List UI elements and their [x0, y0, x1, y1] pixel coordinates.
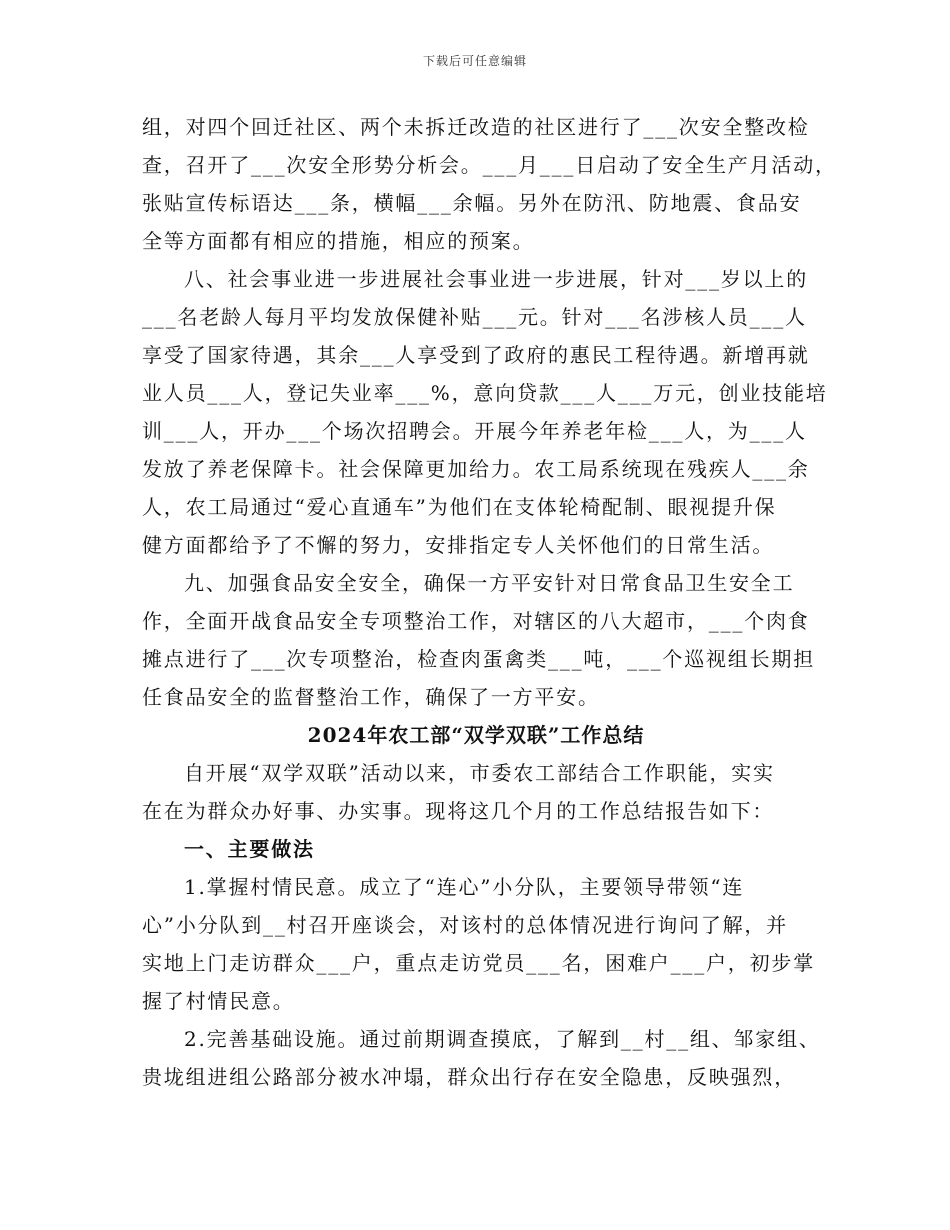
subsection-heading: 一、主要做法: [184, 837, 315, 861]
body-line: 张贴宣传标语达___条，横幅___余幅。另外在防汛、防地震、食品安: [142, 191, 802, 215]
header-note: 下载后可任意编辑: [422, 54, 527, 68]
body-line: 业人员___人，登记失业率___%，意向贷款___人___万元，创业技能培: [142, 381, 828, 405]
body-line: 八、社会事业进一步进展社会事业进一步进展，针对___岁以上的: [184, 267, 808, 291]
section-title: 2024年农工部“双学双联”工作总结: [307, 723, 645, 747]
document-body: [142, 108, 837, 1096]
body-line: 发放了养老保障卡。社会保障更加给力。农工局系统现在残疾人___余: [142, 457, 810, 481]
body-line: 心”小分队到__村召开座谈会，对该村的总体情况进行询问了解，并: [142, 913, 789, 937]
body-line: 人，农工局通过“爱心直通车”为他们在支体轮椅配制、眼视提升保: [142, 495, 777, 519]
body-line: 在在为群众办好事、办实事。现将这几个月的工作总结报告如下：: [142, 799, 775, 823]
body-line: 自开展“双学双联”活动以来，市委农工部结合工作职能，实实: [184, 761, 775, 785]
body-line: 实地上门走访群众___户，重点走访党员___名，困难户___户，初步掌: [142, 951, 815, 975]
body-line: 健方面都给予了不懈的努力，安排指定专人关怀他们的日常生活。: [142, 533, 775, 557]
body-line: 组，对四个回迁社区、两个未拆迁改造的社区进行了___次安全整改检: [142, 115, 810, 139]
body-line: 作，全面开战食品安全专项整治工作，对辖区的八大超市，___个肉食: [142, 609, 810, 633]
body-line: 握了村情民意。: [142, 989, 295, 1013]
body-line: 享受了国家待遇，其余___人享受到了政府的惠民工程待遇。新增再就: [142, 343, 810, 367]
body-line: ___名老龄人每月平均发放保健补贴___元。针对___名涉核人员___人: [142, 305, 807, 329]
body-line: 摊点进行了___次专项整治，检查肉蛋禽类___吨，___个巡视组长期担: [142, 647, 815, 671]
body-line: 训___人，开办___个场次招聘会。开展今年养老年检___人，为___人: [142, 419, 807, 443]
body-line: 全等方面都有相应的措施，相应的预案。: [142, 229, 535, 253]
body-line: 查，召开了___次安全形势分析会。___月___日启动了安全生产月活动，: [142, 153, 837, 177]
body-line: 1.掌握村情民意。成立了“连心”小分队，主要领导带领“连: [184, 875, 745, 899]
body-line: 九、加强食品安全安全，确保一方平安针对日常食品卫生安全工: [184, 571, 795, 595]
body-line: 2.完善基础设施。通过前期调查摸底，了解到__村__组、邹家组、: [184, 1027, 821, 1051]
body-line: 任食品安全的监督整治工作，确保了一方平安。: [142, 685, 600, 709]
body-line: 贵垅组进组公路部分被水冲塌，群众出行存在安全隐患，反映强烈，: [142, 1065, 796, 1089]
